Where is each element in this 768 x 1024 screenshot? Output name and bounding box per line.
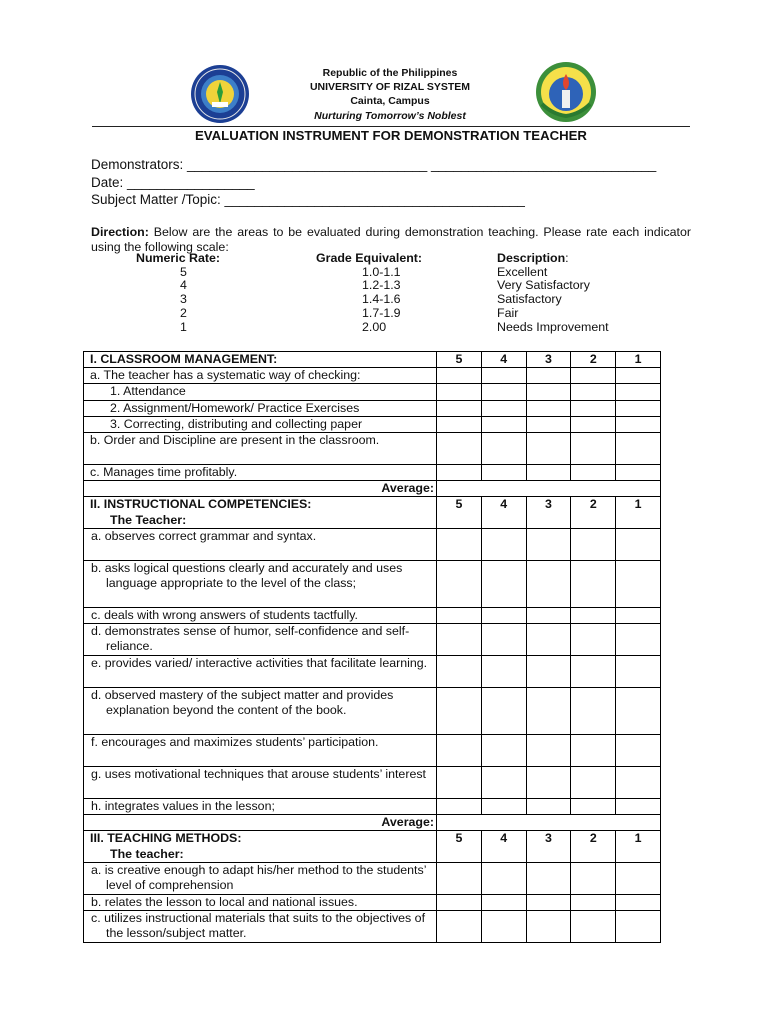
description-value: Satisfactory: [497, 292, 562, 307]
rate-value: 4: [180, 278, 187, 293]
rating-checkbox-cell[interactable]: [571, 688, 616, 735]
rating-checkbox-cell[interactable]: [571, 656, 616, 688]
college-of-education-seal-logo: [532, 60, 600, 124]
average-row: [84, 815, 661, 831]
description-value: Excellent: [497, 264, 548, 279]
rating-checkbox-cell[interactable]: [481, 688, 526, 735]
indicator-row: [84, 400, 661, 416]
rating-checkbox-cell[interactable]: [437, 368, 482, 384]
rating-header-cell: 3: [526, 497, 571, 528]
rating-checkbox-cell[interactable]: [481, 767, 526, 799]
rating-checkbox-cell[interactable]: [616, 656, 661, 688]
rating-checkbox-cell[interactable]: [616, 688, 661, 735]
indicator-text: e. provides varied/ interactive activities that facilitate learning.: [84, 656, 437, 688]
indicator-text: 1. Attendance: [84, 384, 437, 400]
rating-checkbox-cell[interactable]: [481, 656, 526, 688]
rating-checkbox-cell[interactable]: [437, 799, 482, 815]
rating-checkbox-cell[interactable]: [571, 862, 616, 894]
rating-checkbox-cell[interactable]: [481, 416, 526, 432]
rating-checkbox-cell[interactable]: [571, 911, 616, 943]
rating-checkbox-cell[interactable]: [571, 735, 616, 767]
rating-checkbox-cell[interactable]: [481, 465, 526, 481]
rating-checkbox-cell[interactable]: [437, 767, 482, 799]
section-title-cell: [84, 352, 437, 368]
rating-checkbox-cell[interactable]: [437, 560, 482, 607]
header-divider: [92, 126, 690, 127]
indicator-row: [84, 528, 661, 560]
indicator-row: [84, 560, 661, 607]
indicator-row: [84, 862, 661, 894]
rating-checkbox-cell[interactable]: [616, 862, 661, 894]
rating-checkbox-cell[interactable]: [526, 688, 571, 735]
rating-header-cell: 2: [571, 352, 616, 368]
section-header-row: [84, 497, 661, 528]
indicator-row: [84, 607, 661, 623]
section-subtitle: The teacher:: [110, 846, 184, 861]
description-value: Very Satisfactory: [497, 278, 590, 293]
indicator-text: d. demonstrates sense of humor, self-confidence and self- reliance.: [84, 624, 437, 656]
description-value: Needs Improvement: [497, 319, 609, 334]
rating-checkbox-cell[interactable]: [526, 894, 571, 910]
rating-header-cell: 5: [437, 352, 482, 368]
rating-checkbox-cell[interactable]: [526, 433, 571, 465]
rating-checkbox-cell[interactable]: [526, 465, 571, 481]
indicator-row: [84, 624, 661, 656]
rating-header-cell: 5: [437, 831, 482, 862]
rating-checkbox-cell[interactable]: [616, 368, 661, 384]
indicator-text: b. Order and Discipline are present in the classroom.: [84, 433, 437, 465]
rating-checkbox-cell[interactable]: [526, 416, 571, 432]
grade-value: 1.4-1.6: [362, 292, 401, 307]
indicator-text: g. uses motivational techniques that arouse students’ interest: [84, 767, 437, 799]
rating-header-cell: 4: [481, 497, 526, 528]
rating-header-cell: 1: [616, 352, 661, 368]
rating-checkbox-cell[interactable]: [437, 862, 482, 894]
rating-checkbox-cell[interactable]: [616, 433, 661, 465]
rating-checkbox-cell[interactable]: [571, 560, 616, 607]
rate-value: 3: [180, 292, 187, 307]
section-title-cell: [84, 497, 437, 528]
rating-checkbox-cell[interactable]: [481, 862, 526, 894]
rating-checkbox-cell[interactable]: [526, 862, 571, 894]
grade-value: 1.7-1.9: [362, 305, 401, 320]
rate-value: 5: [180, 264, 187, 279]
grade-value: 1.0-1.1: [362, 264, 401, 279]
university-name: UNIVERSITY OF RIZAL SYSTEM: [309, 81, 471, 94]
rating-checkbox-cell[interactable]: [437, 656, 482, 688]
section-subtitle: The Teacher:: [110, 512, 187, 527]
rating-checkbox-cell[interactable]: [481, 528, 526, 560]
indicator-row: [84, 767, 661, 799]
rating-header-cell: 4: [481, 352, 526, 368]
indicator-text: 3. Correcting, distributing and collecting paper: [84, 416, 437, 432]
description-header: Description: [497, 251, 566, 265]
rating-checkbox-cell[interactable]: [526, 911, 571, 943]
average-value-cell[interactable]: [437, 815, 661, 831]
average-label: Average:: [84, 815, 437, 831]
rating-checkbox-cell[interactable]: [616, 894, 661, 910]
indicator-text: b. relates the lesson to local and national issues.: [84, 894, 437, 910]
rating-checkbox-cell[interactable]: [616, 799, 661, 815]
indicator-row: [84, 368, 661, 384]
rating-checkbox-cell[interactable]: [437, 735, 482, 767]
grade-equivalent-column: [316, 252, 446, 334]
rating-checkbox-cell[interactable]: [616, 528, 661, 560]
rating-checkbox-cell[interactable]: [437, 624, 482, 656]
rating-checkbox-cell[interactable]: [437, 416, 482, 432]
rating-checkbox-cell[interactable]: [481, 624, 526, 656]
rating-checkbox-cell[interactable]: [616, 465, 661, 481]
rating-header-cell: 5: [437, 497, 482, 528]
rating-header-cell: 3: [526, 352, 571, 368]
rating-checkbox-cell[interactable]: [481, 911, 526, 943]
demonstrators-field[interactable]: Demonstrators: ________________________________ ______________________________: [91, 157, 657, 172]
rating-checkbox-cell[interactable]: [616, 400, 661, 416]
rating-checkbox-cell[interactable]: [616, 911, 661, 943]
grade-value: 1.2-1.3: [362, 278, 401, 293]
rating-checkbox-cell[interactable]: [481, 894, 526, 910]
indicator-row: [84, 384, 661, 400]
rating-checkbox-cell[interactable]: [616, 607, 661, 623]
rating-checkbox-cell[interactable]: [437, 465, 482, 481]
rating-checkbox-cell[interactable]: [437, 911, 482, 943]
rating-header-cell: 4: [481, 831, 526, 862]
rating-checkbox-cell[interactable]: [571, 416, 616, 432]
rating-checkbox-cell[interactable]: [437, 384, 482, 400]
section-header-row: [84, 352, 661, 368]
indicator-text: a. observes correct grammar and syntax.: [84, 528, 437, 560]
average-label: Average:: [84, 481, 437, 497]
rating-checkbox-cell[interactable]: [526, 528, 571, 560]
direction-body: Below are the areas to be evaluated during demonstration teaching. Please rate each indicator using the following scale:: [91, 225, 691, 254]
rating-header-cell: 3: [526, 831, 571, 862]
rating-checkbox-cell[interactable]: [437, 688, 482, 735]
indicator-row: [84, 465, 661, 481]
average-row: [84, 481, 661, 497]
numeric-rate-header: Numeric Rate:: [136, 251, 221, 265]
indicator-text: a. is creative enough to adapt his/her method to the students’ level of comprehension: [84, 862, 437, 894]
evaluation-table: [83, 351, 661, 943]
rating-checkbox-cell[interactable]: [526, 656, 571, 688]
indicator-text: c. deals with wrong answers of students tactfully.: [84, 607, 437, 623]
rate-value: 2: [180, 305, 187, 320]
section-title: III. TEACHING METHODS:: [90, 831, 242, 846]
numeric-rate-column: [136, 252, 236, 334]
rating-checkbox-cell[interactable]: [571, 433, 616, 465]
rating-header-cell: 2: [571, 497, 616, 528]
rating-checkbox-cell[interactable]: [526, 384, 571, 400]
rating-header-cell: 1: [616, 497, 661, 528]
motto: Nurturing Tomorrow’s Noblest: [314, 109, 466, 122]
rating-checkbox-cell[interactable]: [571, 894, 616, 910]
rating-checkbox-cell[interactable]: [571, 400, 616, 416]
rating-checkbox-cell[interactable]: [481, 433, 526, 465]
rating-checkbox-cell[interactable]: [481, 384, 526, 400]
indicator-row: [84, 656, 661, 688]
rating-checkbox-cell[interactable]: [616, 560, 661, 607]
rating-header-cell: 2: [571, 831, 616, 862]
indicator-row: [84, 433, 661, 465]
indicator-row: [84, 735, 661, 767]
indicator-row: [84, 894, 661, 910]
subject-topic-field[interactable]: Subject Matter /Topic: ________________________________________: [91, 192, 525, 207]
rating-checkbox-cell[interactable]: [481, 735, 526, 767]
rating-checkbox-cell[interactable]: [481, 368, 526, 384]
rating-checkbox-cell[interactable]: [481, 560, 526, 607]
rating-checkbox-cell[interactable]: [437, 528, 482, 560]
rating-checkbox-cell[interactable]: [481, 607, 526, 623]
rating-checkbox-cell[interactable]: [437, 607, 482, 623]
rating-checkbox-cell[interactable]: [571, 767, 616, 799]
rating-checkbox-cell[interactable]: [571, 368, 616, 384]
indicator-text: 2. Assignment/Homework/ Practice Exercises: [84, 400, 437, 416]
section-title: II. INSTRUCTIONAL COMPETENCIES:: [90, 497, 312, 512]
rating-checkbox-cell[interactable]: [526, 624, 571, 656]
rating-checkbox-cell[interactable]: [526, 560, 571, 607]
indicator-text: f. encourages and maximizes students’ participation.: [84, 735, 437, 767]
rating-checkbox-cell[interactable]: [526, 767, 571, 799]
rate-value: 1: [180, 319, 187, 334]
indicator-text: c. Manages time profitably.: [84, 465, 437, 481]
rating-checkbox-cell[interactable]: [571, 607, 616, 623]
rating-checkbox-cell[interactable]: [526, 735, 571, 767]
grade-value: 2.00: [362, 319, 387, 334]
rating-checkbox-cell[interactable]: [481, 799, 526, 815]
description-column: [497, 252, 657, 334]
rating-checkbox-cell[interactable]: [526, 607, 571, 623]
grade-equivalent-header: Grade Equivalent:: [316, 251, 423, 265]
rating-checkbox-cell[interactable]: [437, 433, 482, 465]
rating-checkbox-cell[interactable]: [437, 400, 482, 416]
rating-checkbox-cell[interactable]: [571, 384, 616, 400]
indicator-row: [84, 911, 661, 943]
section-title: I. CLASSROOM MANAGEMENT:: [90, 352, 278, 366]
indicator-row: [84, 799, 661, 815]
section-title-cell: [84, 831, 437, 862]
rating-checkbox-cell[interactable]: [571, 465, 616, 481]
indicator-text: b. asks logical questions clearly and accurately and uses language appropriate to the level of the class;: [84, 560, 437, 607]
description-colon: :: [565, 251, 569, 265]
date-field[interactable]: Date: _________________: [91, 175, 255, 190]
form-title: EVALUATION INSTRUMENT FOR DEMONSTRATION TEACHER: [195, 128, 587, 143]
rating-header-cell: 1: [616, 831, 661, 862]
indicator-text: c. utilizes instructional materials that suits to the objectives of the lesson/subject matter.: [84, 911, 437, 943]
average-value-cell[interactable]: [437, 481, 661, 497]
indicator-text: a. The teacher has a systematic way of checking:: [84, 368, 437, 384]
rating-checkbox-cell[interactable]: [616, 767, 661, 799]
republic-line: Republic of the Philippines: [322, 67, 458, 79]
rating-checkbox-cell[interactable]: [571, 624, 616, 656]
indicator-text: d. observed mastery of the subject matter and provides explanation beyond the content of the book.: [84, 688, 437, 735]
rating-checkbox-cell[interactable]: [616, 735, 661, 767]
section-header-row: [84, 831, 661, 862]
institution-header: [240, 66, 540, 123]
rating-checkbox-cell[interactable]: [571, 799, 616, 815]
indicator-text: h. integrates values in the lesson;: [84, 799, 437, 815]
campus-name: Cainta, Campus: [350, 95, 430, 108]
indicator-row: [84, 416, 661, 432]
rating-checkbox-cell[interactable]: [616, 416, 661, 432]
indicator-row: [84, 688, 661, 735]
rating-checkbox-cell[interactable]: [526, 799, 571, 815]
rating-checkbox-cell[interactable]: [616, 624, 661, 656]
rating-checkbox-cell[interactable]: [616, 384, 661, 400]
description-value: Fair: [497, 305, 519, 320]
rating-checkbox-cell[interactable]: [481, 400, 526, 416]
rating-checkbox-cell[interactable]: [571, 528, 616, 560]
direction-label: Direction:: [91, 225, 149, 239]
rating-checkbox-cell[interactable]: [526, 368, 571, 384]
rating-checkbox-cell[interactable]: [437, 894, 482, 910]
rating-checkbox-cell[interactable]: [526, 400, 571, 416]
